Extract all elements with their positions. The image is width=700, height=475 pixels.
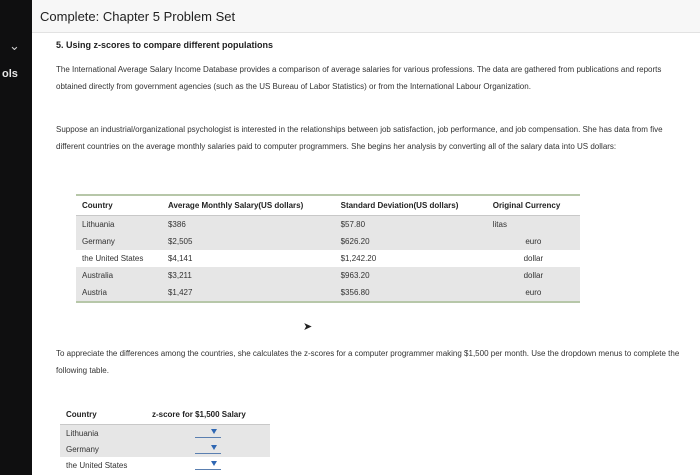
col-original-currency: Original Currency [487, 195, 580, 216]
col-standard-deviation: Standard Deviation(US dollars) [335, 195, 487, 216]
table-row [76, 267, 580, 284]
rail-label[interactable]: ols [2, 68, 18, 80]
sd-cell: $57.80 [335, 216, 487, 234]
dropdown-caret-icon [211, 445, 217, 450]
country-cell: Lithuania [76, 216, 162, 234]
table-row [60, 425, 270, 442]
salary-cell: $386 [162, 216, 335, 234]
left-rail [0, 0, 32, 475]
page-title: Complete: Chapter 5 Problem Set [40, 9, 236, 24]
country-cell: Germany [60, 441, 146, 457]
currency-cell: euro [487, 284, 580, 302]
col-average-salary: Average Monthly Salary(US dollars) [162, 195, 335, 216]
instruction-paragraph: To appreciate the differences among the countries, she calculates the z-scores for a computer programmer making $1,500 per month. Use the dropdown menus to complete the following table. [56, 349, 680, 375]
sd-cell: $356.80 [335, 284, 487, 302]
salary-table-header [76, 195, 580, 216]
salary-table [76, 194, 580, 303]
sd-cell: $626.20 [335, 233, 487, 250]
table-row [60, 441, 270, 457]
intro-paragraph: The International Average Salary Income Database provides a comparison of average salaries for various professions. The data are gathered from publications and reports obtained directly from government agencies (such as the US Bureau of Labor Statistics) or from the International Labour Organization. [56, 65, 662, 91]
zscore-cell [146, 441, 270, 457]
zscore-cell [146, 457, 270, 473]
col-country: Country [76, 195, 162, 216]
col-country: Country [60, 404, 146, 425]
table-row [76, 216, 580, 234]
table-row [76, 284, 580, 302]
sd-cell: $963.20 [335, 267, 487, 284]
col-zscore: z-score for $1,500 Salary [146, 404, 270, 425]
table-row [76, 233, 580, 250]
dropdown-caret-icon [211, 461, 217, 466]
salary-cell: $2,505 [162, 233, 335, 250]
country-cell: Austria [76, 284, 162, 302]
country-cell: Lithuania [60, 425, 146, 442]
country-cell: the United States [82, 254, 144, 263]
zscore-cell [146, 425, 270, 442]
question-title: 5. Using z-scores to compare different populations [56, 40, 274, 50]
zscore-dropdown-united-states[interactable] [195, 460, 221, 470]
zscore-table [60, 404, 270, 473]
sd-cell: $1,242.20 [340, 254, 377, 263]
table-row [60, 457, 270, 473]
country-cell: Germany [76, 233, 162, 250]
salary-cell: $4,141 [167, 254, 193, 263]
dropdown-caret-icon [211, 429, 217, 434]
header-bar [32, 0, 700, 33]
currency-cell: litas [487, 216, 580, 234]
country-cell: Australia [76, 267, 162, 284]
problem-page [32, 0, 700, 475]
salary-cell: $3,211 [162, 267, 335, 284]
currency-cell: euro [487, 233, 580, 250]
country-cell: the United States [66, 460, 128, 470]
mouse-cursor-icon: ➤ [303, 321, 313, 333]
currency-cell: dollar [523, 254, 544, 263]
zscore-dropdown-lithuania[interactable] [195, 428, 221, 438]
zscore-table-header [60, 404, 270, 425]
salary-cell: $1,427 [162, 284, 335, 302]
scenario-paragraph: Suppose an industrial/organizational psychologist is interested in the relationships between job satisfaction, job performance, and job compensation. She has data from five different countries on the average monthly salaries paid to computer programmers. She begins her analysis by converting all of the salary data into US dollars: [56, 125, 663, 151]
zscore-dropdown-germany[interactable] [195, 444, 221, 454]
table-row [76, 250, 580, 267]
chevron-down-icon[interactable]: ⌄ [9, 38, 20, 53]
currency-cell: dollar [487, 267, 580, 284]
